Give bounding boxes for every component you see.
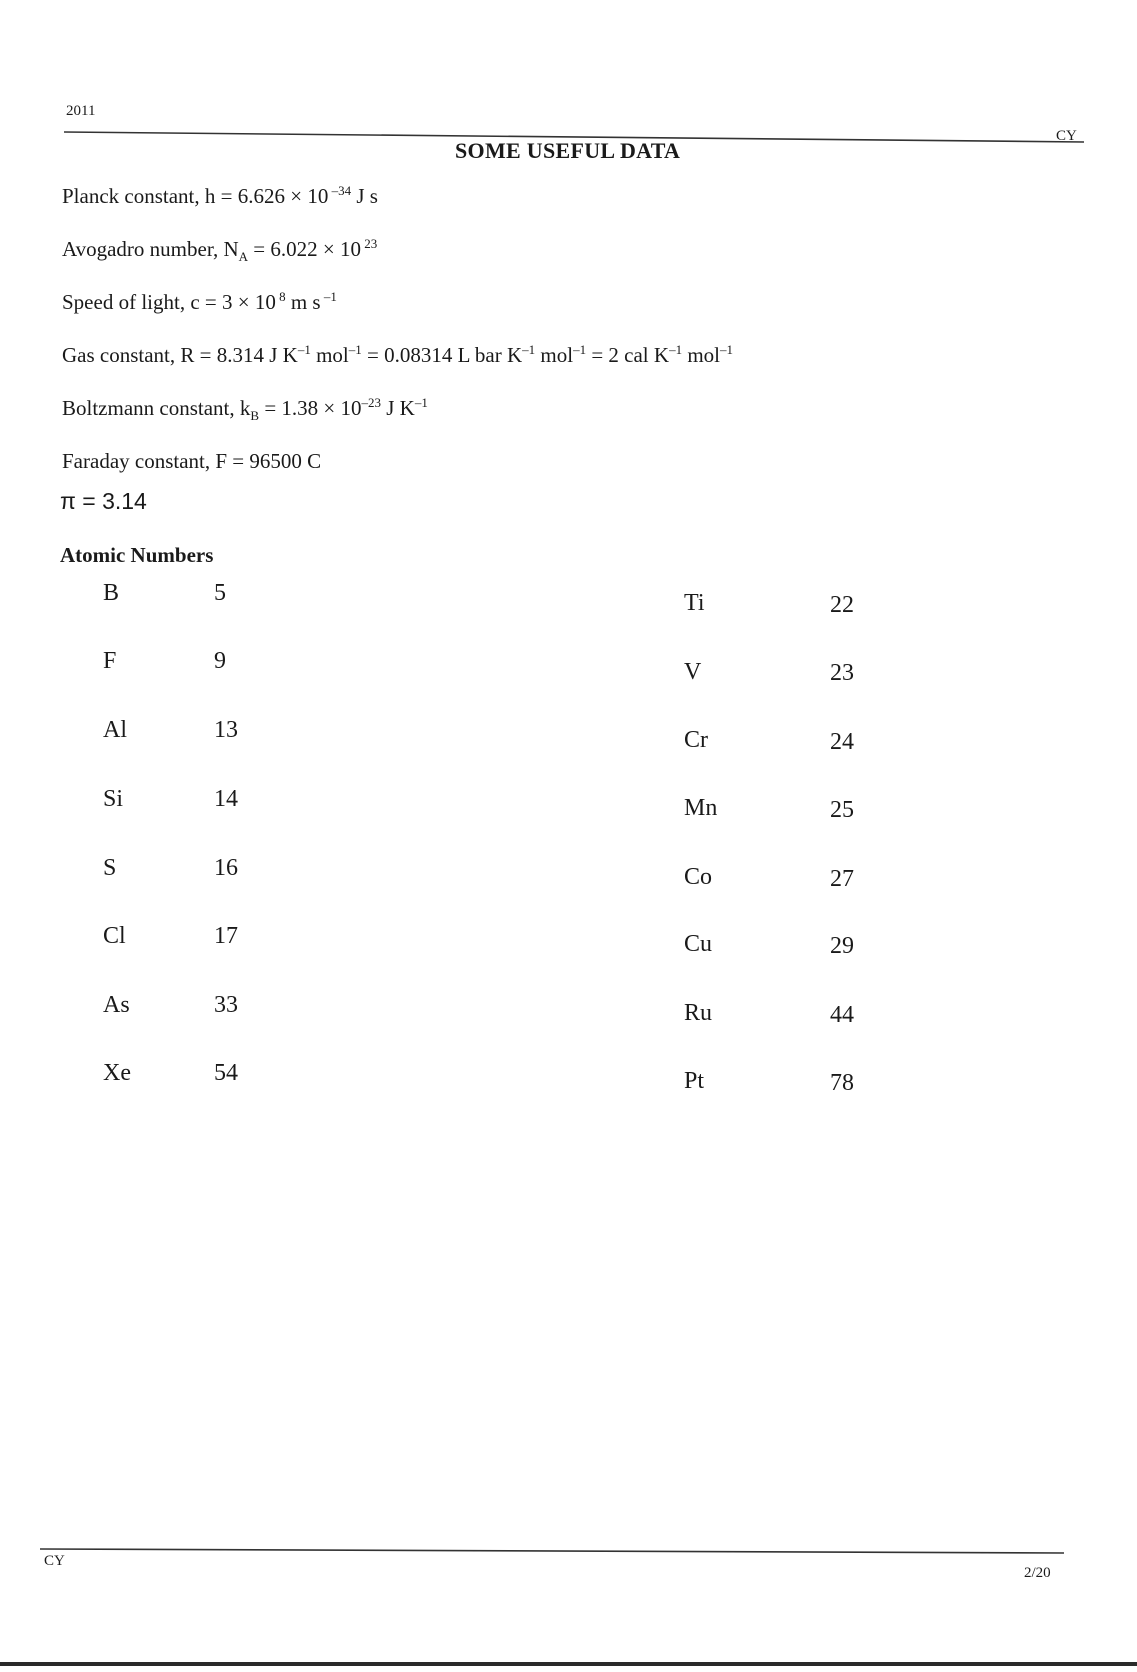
header-year: 2011 xyxy=(66,103,96,119)
atomic-number: 22 xyxy=(830,592,854,618)
atomic-numbers-heading: Atomic Numbers xyxy=(60,543,214,567)
element-symbol: Pt xyxy=(684,1068,705,1094)
page-number: 2/20 xyxy=(1024,1565,1051,1581)
atomic-number: 27 xyxy=(830,866,854,892)
atomic-number: 9 xyxy=(214,648,226,674)
atomic-number: 13 xyxy=(214,717,238,743)
element-symbol: Xe xyxy=(103,1060,131,1086)
atomic-number: 54 xyxy=(214,1060,238,1086)
atomic-number: 16 xyxy=(214,855,238,881)
atomic-number: 44 xyxy=(830,1002,854,1028)
element-symbol: Co xyxy=(684,864,713,890)
element-symbol: Cl xyxy=(103,923,126,949)
avogadro-number: Avogadro number, $N_A = 6.022 \times 10$ $^{23}$ xyxy=(62,236,378,265)
speed-of-light: Speed of light, c = 3 × 10 $^8$ m s $^{-1}$ xyxy=(62,289,337,314)
element-symbol: Al xyxy=(103,717,127,743)
atomic-number: 23 xyxy=(830,660,854,686)
element-symbol: B xyxy=(103,580,120,606)
atomic-number: 33 xyxy=(214,992,238,1018)
element-symbol: S xyxy=(103,855,117,881)
element-symbol: Si xyxy=(103,786,124,812)
atomic-number: 78 xyxy=(830,1070,854,1096)
pi-value: π = 3.14 xyxy=(60,488,147,514)
element-symbol: Ti xyxy=(684,590,705,616)
element-symbol: Cr xyxy=(684,727,708,753)
page-title: SOME USEFUL DATA xyxy=(455,138,681,163)
atomic-number: 29 xyxy=(830,933,854,959)
footer-rule xyxy=(40,1548,1064,1554)
element-symbol: V xyxy=(684,659,702,685)
element-symbol: As xyxy=(103,992,130,1018)
atomic-number: 5 xyxy=(214,580,226,606)
atomic-number: 17 xyxy=(214,923,238,949)
planck-constant: Planck constant, h = 6.626 × 10 $^{-34}$ J s xyxy=(62,183,378,208)
atomic-number: 24 xyxy=(830,729,854,755)
header-paper-code: CY xyxy=(1056,128,1077,144)
element-symbol: Mn xyxy=(684,795,718,821)
element-symbol: Ru xyxy=(684,1000,713,1026)
atomic-number: 25 xyxy=(830,797,854,823)
boltzmann-constant: Boltzmann constant, $k_B = 1.38 \times 10^{-23}$ J $K^{-1}$ xyxy=(62,395,428,424)
faraday-constant: Faraday constant, F = 96500 C xyxy=(62,449,322,473)
gas-constant: Gas constant, R = 8.314 J $K^{-1}$ mol$^{-1}$ = 0.08314 L bar $K^{-1}$ mol$^{-1}$ = 2 cal $K^{-1}$ mol$^{-1}$ xyxy=(62,342,733,367)
element-symbol: Cu xyxy=(684,931,713,957)
footer-paper-code: CY xyxy=(44,1553,65,1569)
element-symbol: F xyxy=(103,648,117,674)
atomic-number: 14 xyxy=(214,786,238,812)
page-edge-divider xyxy=(0,1662,1137,1666)
